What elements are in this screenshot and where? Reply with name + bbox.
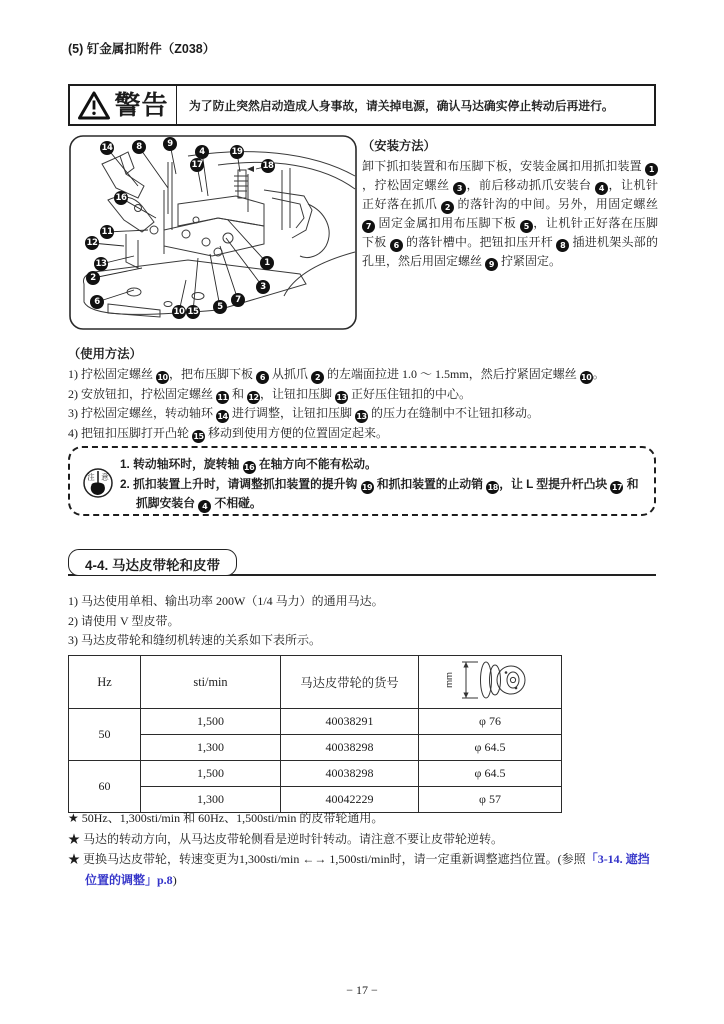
- circled-number-1: 1: [645, 163, 658, 176]
- circled-number-9: 9: [485, 258, 498, 271]
- diagram-callout-17: 17: [191, 160, 203, 170]
- cell-stimin: 1,300: [141, 735, 281, 761]
- circled-number-7: 7: [362, 220, 375, 233]
- pulley-unit-label: mm: [444, 672, 455, 688]
- belt-note-3: ★ 更换马达皮带轮，转速变更为1,300sti/min ←→ 1,500sti/min时，请一定重新调整遮挡位置。(参照「3-14. 遮挡位置的调整」p.8): [68, 852, 650, 887]
- diagram-callout-16: 16: [115, 193, 127, 203]
- usage-step-3: 3) 拧松固定螺丝，转动轴环 14 进行调整，让钮扣压脚 13 的压力在缝制中不让钮扣移动。: [68, 406, 540, 421]
- col-header-partno: 马达皮带轮的货号: [281, 656, 419, 709]
- cross-reference-link[interactable]: 「3-14. 遮挡位置的调整」p.8: [85, 852, 650, 887]
- warning-text: 为了防止突然启动造成人身事故，请关掉电源，确认马达确实停止转动后再进行。: [189, 98, 614, 113]
- cell-diameter: φ 76: [419, 709, 562, 735]
- page-title: (5) 钉金属扣附件（Z038）: [68, 42, 216, 56]
- cell-hz-50: 50: [69, 709, 141, 761]
- caution-note-lines: [120, 455, 644, 514]
- belt-intro-3: 3) 马达皮带轮和缝纫机转速的关系如下表所示。: [68, 633, 321, 647]
- diagram-callout-6: 6: [90, 295, 104, 309]
- pulley-table: [68, 655, 562, 813]
- diagram-callout-5: 5: [213, 300, 227, 314]
- circled-number-19: 19: [361, 482, 373, 492]
- diagram-callout-18: 18: [262, 161, 274, 171]
- col-header-diameter: [419, 656, 562, 709]
- table-row: [69, 709, 562, 735]
- cell-partno: 40038291: [281, 709, 419, 735]
- table-header-row: [69, 656, 562, 709]
- cell-diameter: φ 64.5: [419, 735, 562, 761]
- cell-partno: 40038298: [281, 735, 419, 761]
- page-number: − 17 −: [346, 983, 378, 997]
- cell-stimin: 1,300: [141, 787, 281, 813]
- circled-number-8: 8: [556, 239, 569, 252]
- warning-label-cell: [70, 86, 177, 124]
- circled-number-4: 4: [198, 500, 211, 513]
- circled-number-16: 16: [243, 463, 255, 472]
- section-4-4-heading: [68, 549, 656, 576]
- section-4-4-title-box: [68, 549, 237, 576]
- note-item-2: 2. 抓扣装置上升时，请调整抓扣装置的提升钩 19 和抓扣装置的止动销 18，让 L 型提升杆凸块 17 和抓脚安装台 4 不相碰。: [120, 476, 639, 511]
- cell-partno: 40042229: [281, 787, 419, 813]
- usage-method-section: [68, 344, 660, 443]
- circled-number-10: 10: [157, 373, 168, 382]
- section-4-4-title: 4-4. 马达皮带轮和皮带: [85, 558, 221, 573]
- diagram-callout-12: 12: [86, 238, 98, 248]
- belt-note-2: ★ 马达的转动方向，从马达皮带轮侧看是逆时针转动。请注意不要让皮带轮逆转。: [68, 831, 504, 846]
- warning-triangle-icon: [77, 90, 111, 121]
- cell-stimin: 1,500: [141, 709, 281, 735]
- circled-number-13: 13: [356, 412, 367, 421]
- usage-step-1: 1) 拧松固定螺丝 10，把布压脚下板 6 从抓爪 2 的左端面拉进 1.0 ～ 1.5mm，然后拧紧固定螺丝 10。: [68, 367, 605, 382]
- col-header-stimin: sti/min: [141, 656, 281, 709]
- circled-number-15: 15: [193, 431, 204, 441]
- col-header-hz: Hz: [69, 656, 141, 709]
- belt-intro-list: [68, 592, 660, 651]
- diagram-callout-2: 2: [86, 271, 100, 285]
- circled-number-14: 14: [217, 412, 228, 421]
- circled-number-13: 13: [336, 392, 347, 402]
- circled-number-2: 2: [441, 201, 454, 214]
- install-method-title: （安装方法）: [362, 139, 436, 153]
- table-row: [69, 761, 562, 787]
- usage-step-4: 4) 把钮扣压脚打开凸轮 15 移动到使用方便的位置固定起来。: [68, 425, 389, 441]
- warning-label: 警告: [114, 90, 169, 120]
- pulley-icon: [440, 657, 540, 703]
- diagram-callout-7: 7: [231, 293, 245, 307]
- diagram-callout-3: 3: [256, 280, 270, 294]
- diagram-callout-1: 1: [260, 256, 274, 270]
- belt-intro-2: 2) 请使用 V 型皮带。: [68, 613, 180, 628]
- cell-stimin: 1,500: [141, 761, 281, 787]
- circled-number-3: 3: [453, 182, 466, 195]
- diagram-callout-8: 8: [132, 140, 146, 154]
- belt-note-list: [68, 808, 660, 890]
- circled-number-6: 6: [390, 239, 403, 252]
- circled-number-12: 12: [248, 392, 259, 402]
- parts-diagram: [68, 134, 358, 331]
- cell-partno: 40038298: [281, 761, 419, 787]
- diagram-callout-9: 9: [163, 137, 177, 151]
- usage-step-2: 2) 安放钮扣，拧松固定螺丝 11 和 12，让钮扣压脚 13 正好压住钮扣的中心。: [68, 386, 472, 402]
- note-item-1: 1. 转动轴环时，旋转轴 16 在轴方向不能有松动。: [120, 457, 377, 472]
- circled-number-4: 4: [595, 182, 608, 195]
- circled-number-2: 2: [311, 371, 324, 384]
- diagram-callout-13: 13: [95, 259, 107, 269]
- diagram-callout-19: 19: [231, 147, 243, 157]
- circled-number-11: 11: [217, 392, 228, 402]
- cell-hz-60: 60: [69, 761, 141, 813]
- caution-icon: [81, 465, 115, 501]
- svg-text:意: 意: [101, 472, 109, 482]
- belt-note-1: ★ 50Hz、1,300sti/min 和 60Hz、1,500sti/min 的皮带轮通用。: [68, 811, 384, 825]
- cell-diameter: φ 57: [419, 787, 562, 813]
- install-method-body: 卸下抓扣装置和布压脚下板，安装金属扣用抓扣装置 1，拧松固定螺丝 3 ，前后移动抓爪安装台 4 ，让机针正好落在抓爪 2 的落针沟的中间。另外，用固定螺丝 7 固定金属扣用布压脚下板 5 ，让机针正好落在压脚下板 6 的落针槽中。把钮扣压开杆 8 插进机架头部的孔里，然后用固定螺丝 9 拧紧固定。: [362, 159, 658, 269]
- circled-number-17: 17: [611, 482, 623, 492]
- table-row: [69, 735, 562, 761]
- usage-method-title: （使用方法）: [68, 347, 142, 361]
- caution-note-box: [68, 446, 656, 516]
- circled-number-18: 18: [487, 482, 498, 492]
- diagram-callout-4: 4: [195, 145, 209, 159]
- warning-box: [68, 84, 656, 126]
- diagram-callout-10: 10: [173, 307, 185, 317]
- circled-number-6: 6: [256, 371, 269, 384]
- install-method-section: [362, 136, 658, 271]
- circled-number-10: 10: [581, 373, 592, 382]
- circled-number-5: 5: [520, 220, 533, 233]
- belt-intro-1: 1) 马达使用单相、输出功率 200W（1/4 马力）的通用马达。: [68, 594, 384, 608]
- svg-text:注: 注: [87, 472, 95, 482]
- cell-diameter: φ 64.5: [419, 761, 562, 787]
- diagram-callout-11: 11: [101, 227, 113, 237]
- diagram-callout-15: 15: [187, 307, 199, 317]
- diagram-callout-14: 14: [101, 143, 113, 153]
